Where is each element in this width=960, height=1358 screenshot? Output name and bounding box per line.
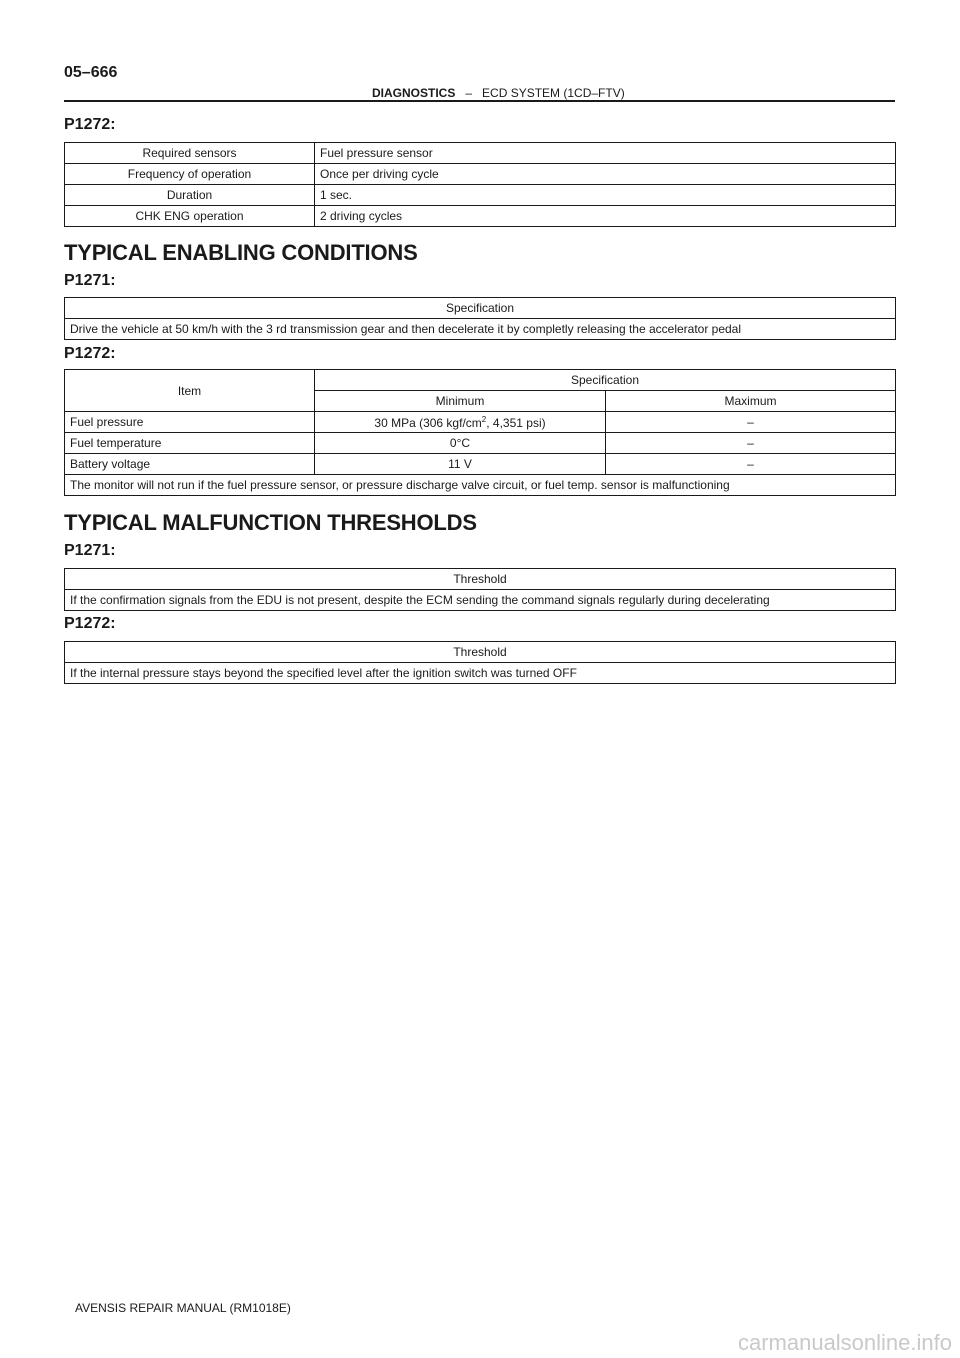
maximum-cell: – bbox=[606, 454, 896, 475]
row-value: 1 sec. bbox=[315, 185, 896, 206]
table-row bbox=[65, 663, 896, 684]
table-row bbox=[65, 590, 896, 611]
header-system: ECD SYSTEM (1CD–FTV) bbox=[482, 86, 625, 100]
table-row bbox=[65, 298, 896, 319]
table-cell: If the internal pressure stays beyond the specified level after the ignition switch was turned OFF bbox=[65, 663, 896, 684]
column-header: Threshold bbox=[65, 642, 896, 663]
header-rule bbox=[64, 100, 895, 102]
threshold-p1272-label: P1272: bbox=[64, 615, 116, 632]
enabling-p1272-label: P1272: bbox=[64, 345, 116, 362]
column-header-specification: Specification bbox=[315, 370, 896, 391]
minimum-cell: 11 V bbox=[315, 454, 606, 475]
item-cell: Fuel pressure bbox=[65, 412, 315, 433]
table-row bbox=[65, 569, 896, 590]
enabling-conditions-heading: TYPICAL ENABLING CONDITIONS bbox=[64, 240, 418, 265]
column-header: Threshold bbox=[65, 569, 896, 590]
threshold-p1271-table bbox=[64, 568, 896, 611]
column-header: Specification bbox=[65, 298, 896, 319]
malfunction-thresholds-heading: TYPICAL MALFUNCTION THRESHOLDS bbox=[64, 510, 477, 535]
table-row bbox=[65, 319, 896, 340]
table-row bbox=[65, 475, 896, 496]
maximum-cell: – bbox=[606, 433, 896, 454]
note-cell: The monitor will not run if the fuel pressure sensor, or pressure discharge valve circuit, or fuel temp. sensor is malfunctioning bbox=[65, 475, 896, 496]
table-row bbox=[65, 454, 896, 475]
page-number: 05–666 bbox=[64, 64, 118, 81]
table-cell: If the confirmation signals from the EDU is not present, despite the ECM sending the command signals regularly during decelerating bbox=[65, 590, 896, 611]
table-row bbox=[65, 206, 896, 227]
minimum-cell: 30 MPa (306 kgf/$cm^2$, 4,351 psi) bbox=[315, 412, 606, 433]
enabling-p1272-table bbox=[64, 369, 896, 496]
table-row bbox=[65, 185, 896, 206]
row-key: Required sensors bbox=[65, 143, 315, 164]
header-section: DIAGNOSTICS bbox=[372, 86, 456, 100]
enabling-p1271-label: P1271: bbox=[64, 272, 116, 289]
item-cell: Battery voltage bbox=[65, 454, 315, 475]
row-value: 2 driving cycles bbox=[315, 206, 896, 227]
row-key: Duration bbox=[65, 185, 315, 206]
column-header-minimum: Minimum bbox=[315, 391, 606, 412]
table-row bbox=[65, 370, 896, 391]
table-row bbox=[65, 642, 896, 663]
table-row bbox=[65, 143, 896, 164]
top-p1272-label: P1272: bbox=[64, 116, 116, 133]
threshold-p1271-label: P1271: bbox=[64, 542, 116, 559]
monitor-strategy-table bbox=[64, 142, 896, 227]
watermark: carmanualsonline.info bbox=[737, 1330, 952, 1355]
row-value: Fuel pressure sensor bbox=[315, 143, 896, 164]
footer-manual-title: AVENSIS REPAIR MANUAL (RM1018E) bbox=[75, 1301, 291, 1315]
table-row bbox=[65, 433, 896, 454]
table-row bbox=[65, 164, 896, 185]
enabling-p1271-table bbox=[64, 297, 896, 340]
header-separator: – bbox=[465, 86, 473, 100]
minimum-cell: 0°C bbox=[315, 433, 606, 454]
table-cell: Drive the vehicle at 50 km/h with the 3 rd transmission gear and then decelerate it by completly releasing the accelerator pedal bbox=[65, 319, 896, 340]
column-header-item: Item bbox=[65, 370, 315, 412]
header-title bbox=[372, 86, 625, 100]
table-row bbox=[65, 412, 896, 433]
row-key: Frequency of operation bbox=[65, 164, 315, 185]
column-header-maximum: Maximum bbox=[606, 391, 896, 412]
maximum-cell: – bbox=[606, 412, 896, 433]
threshold-p1272-table bbox=[64, 641, 896, 684]
item-cell: Fuel temperature bbox=[65, 433, 315, 454]
row-value: Once per driving cycle bbox=[315, 164, 896, 185]
row-key: CHK ENG operation bbox=[65, 206, 315, 227]
